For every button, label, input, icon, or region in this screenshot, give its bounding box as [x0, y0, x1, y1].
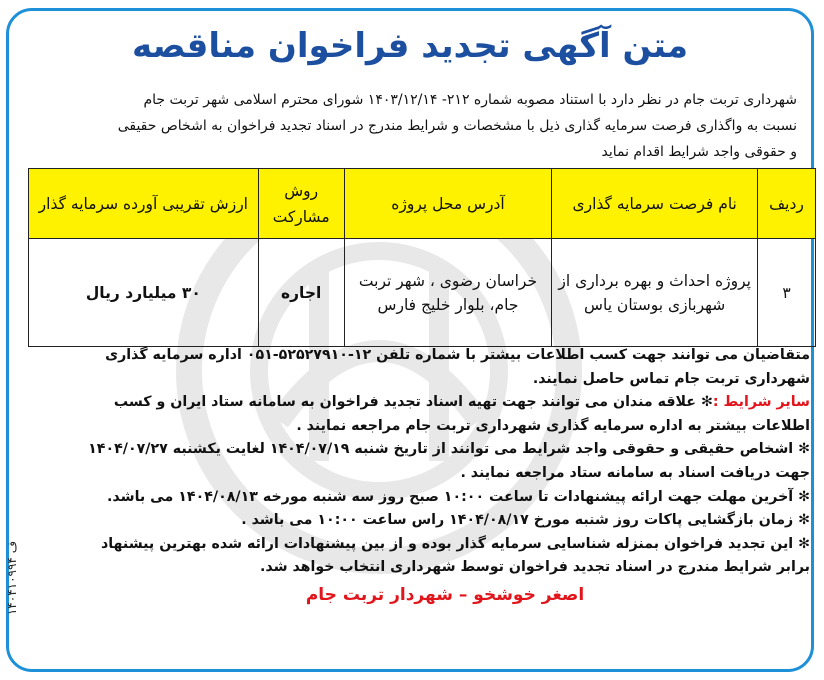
condition-item: برابر شرایط مندرج در اسناد تجدید فراخوان توسط شهرداری انتخاب خواهد شد. [260, 559, 810, 576]
condition-item: جهت دریافت اسناد به سامانه ستاد مراجعه نمایند . [460, 464, 810, 481]
header-row-number: ردیف [758, 169, 816, 239]
intro-line: شهرداری تربت جام در نظر دارد با استناد مصوبه شماره ۲۱۲- ۱۴۰۳/۱۲/۱۴ شورای محترم اسلامی شهر تربت جام [143, 92, 797, 108]
condition-item: ✻ زمان بازگشایی پاکات روز شنبه مورخ ۱۴۰۴/۰۸/۱۷ راس ساعت ۱۰:۰۰ می باشد . [241, 512, 810, 529]
condition-item: ✻ آخرین مهلت جهت ارائه پیشنهادات تا ساعت ۱۰:۰۰ صبح روز سه شنبه مورخه ۱۴۰۴/۰۸/۱۳ می باشد. [107, 488, 810, 505]
header-project-address: آدرس محل پروژه [344, 169, 552, 239]
cell-project-address: خراسان رضوی ، شهر تربت جام، بلوار خلیج فارس [344, 239, 552, 347]
intro-line: نسبت به واگذاری فرصت سرمایه گذاری ذیل با مشخصات و شرایط مندرج در اسناد تجدید فراخوان به اشخاص حقیقی [117, 118, 797, 134]
conditions-section [20, 344, 810, 608]
page-title: متن آگهی تجدید فراخوان مناقصه [131, 26, 689, 66]
intro-paragraph [23, 87, 797, 165]
cell-investment-value: ۳۰ میلیارد ریال [29, 239, 259, 347]
cell-participation-method: اجاره [258, 239, 344, 347]
header-participation-method: روش مشارکت [258, 169, 344, 239]
other-conditions-text: ✻ علاقه مندان می توانند جهت تهیه اسناد تجدید فراخوان به سامانه ستاد ایران و کسب [113, 394, 713, 411]
ad-code-vertical [4, 488, 20, 668]
cell-row-number: ۳ [758, 239, 816, 347]
header-investment-value: ارزش تقریبی آورده سرمایه گذار [29, 169, 259, 239]
table-header-row [29, 169, 816, 239]
other-conditions-line: اطلاعات بیشتر به اداره سرمایه گذاری شهرداری تربت جام مراجعه نمایند . [296, 417, 810, 434]
header-opportunity-name: نام فرصت سرمایه گذاری [552, 169, 758, 239]
mayor-signature: اصغر خوشخو – شهردار تربت جام [305, 584, 585, 605]
contact-line: شهرداری تربت جام تماس حاصل نمایند. [532, 370, 810, 387]
condition-item: ✻ اشخاص حقیقی و حقوقی واجد شرایط می توانند از تاریخ شنبه ۱۴۰۴/۰۷/۱۹ لغایت یکشنبه ۱۴۰۴/۰۷/۲۷ [88, 441, 810, 458]
other-conditions-line [20, 391, 810, 415]
cell-opportunity-name: پروژه احداث و بهره برداری از شهربازی بوستان یاس [552, 239, 758, 347]
contact-line: متقاضیان می توانند جهت کسب اطلاعات بیشتر با شماره تلفن ۱۲-۵۲۵۲۷۹۱۰-۰۵۱ اداره سرمایه گذاری [105, 347, 810, 363]
other-conditions-label: سایر شرایط : [712, 394, 810, 411]
condition-item: ✻ این تجدید فراخوان بمنزله شناسایی سرمایه گذار بوده و از بین پیشنهادات ارائه شده بهترین پیشنهاد [100, 535, 810, 552]
table-row [29, 239, 816, 347]
title-bar [9, 11, 811, 81]
ad-code: ف ۱۴۰۴۱۰۹۹۴ [5, 540, 19, 616]
intro-line: و حقوقی واجد شرایط اقدام نماید [601, 144, 797, 160]
tender-table [28, 168, 816, 347]
